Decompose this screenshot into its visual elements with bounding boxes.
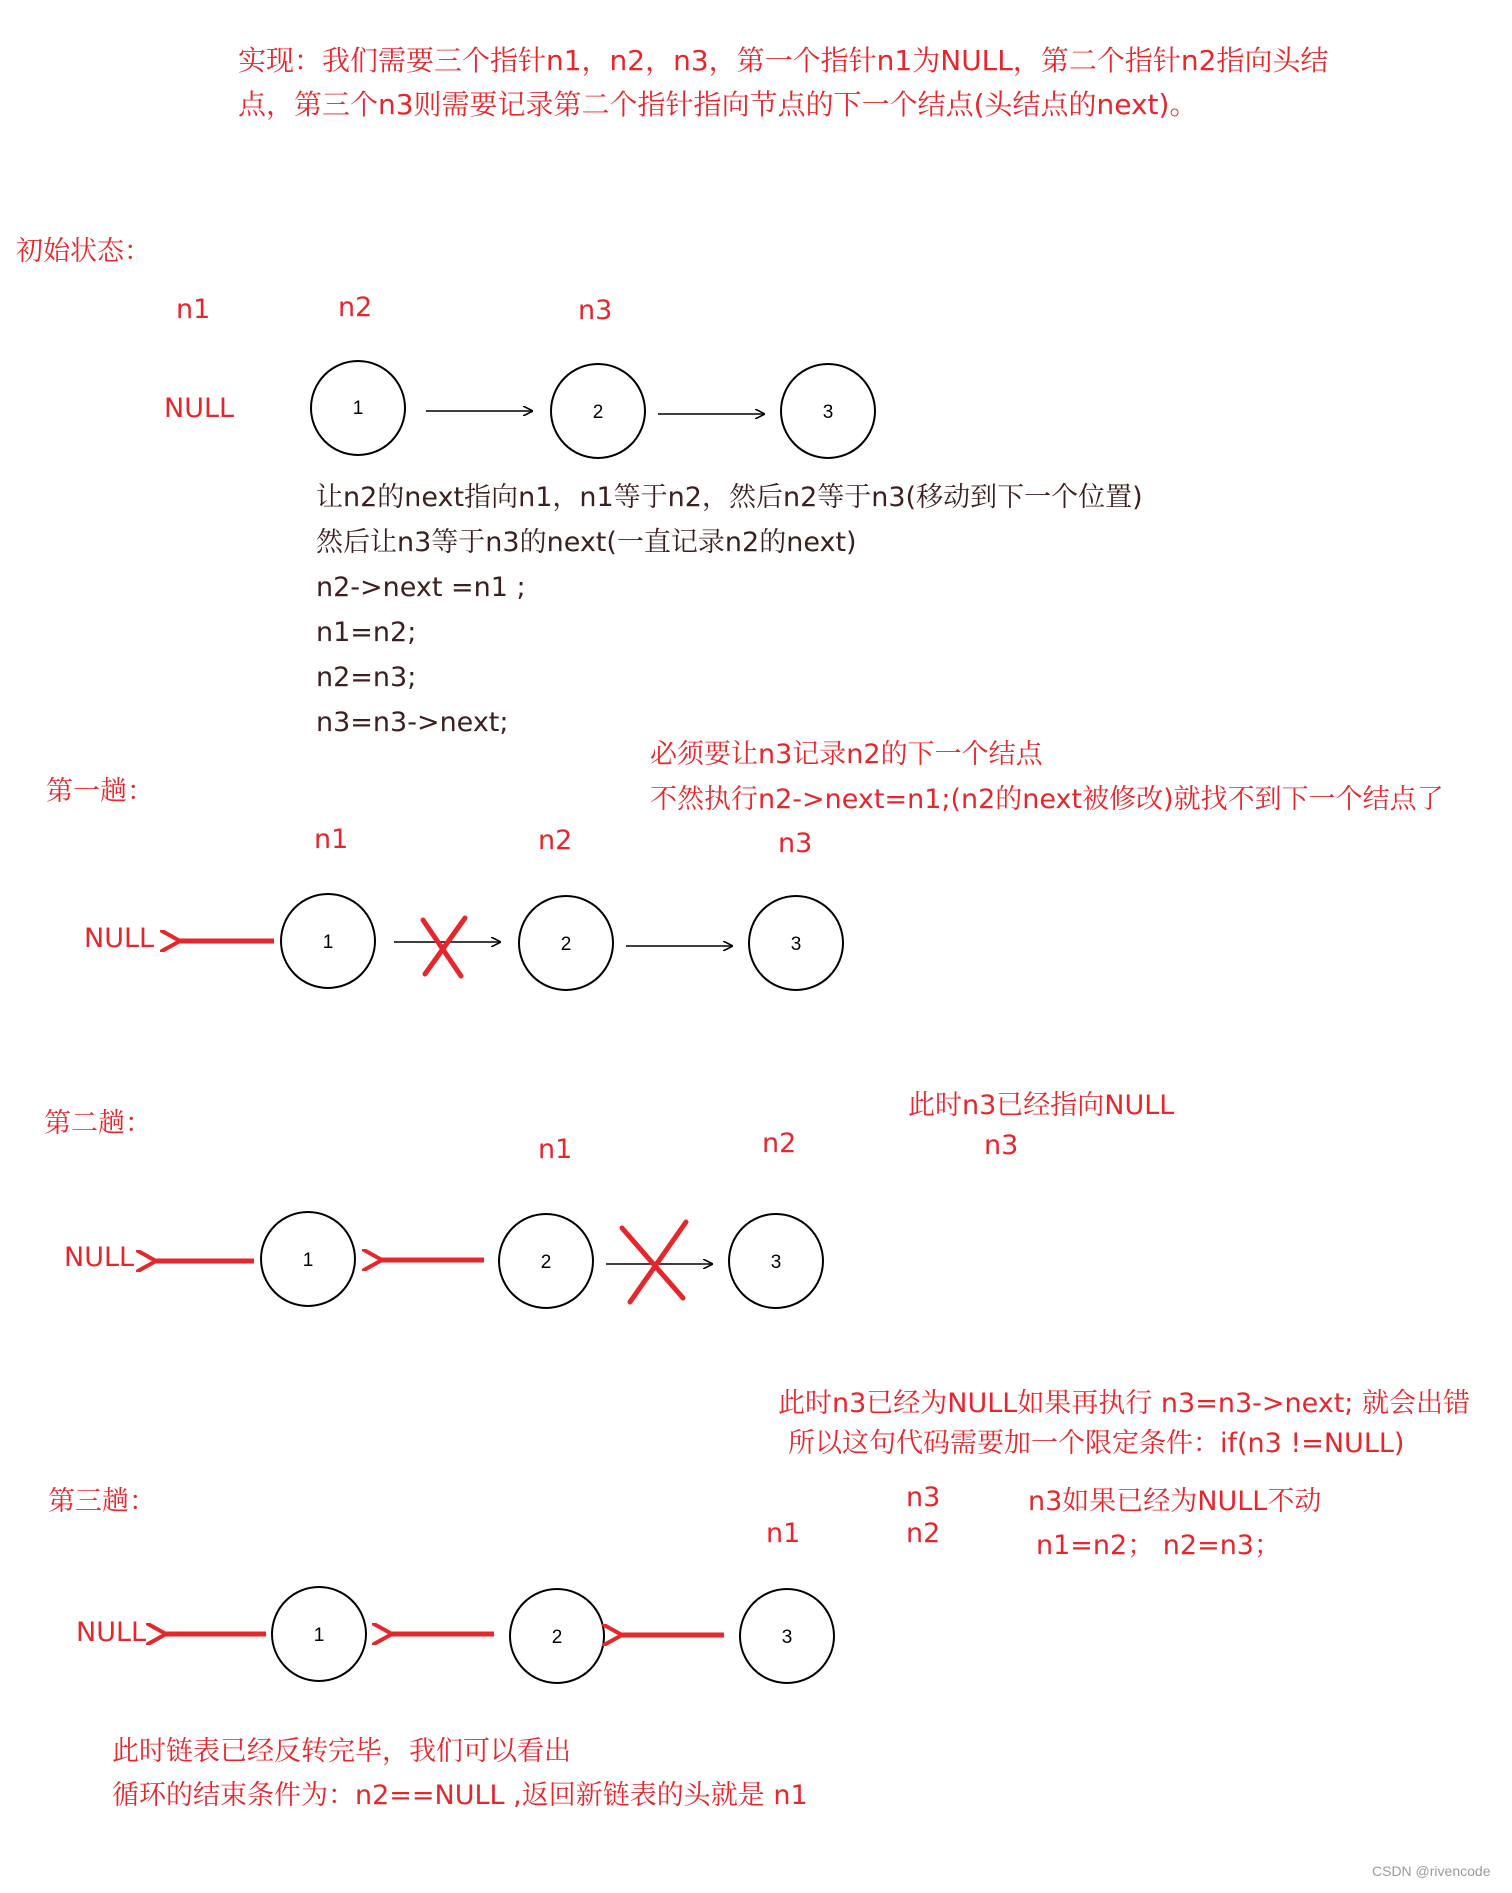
initial-label-n2: n2: [338, 292, 373, 323]
step3-note-4: n1=n2； n2=n3；: [1036, 1530, 1281, 1561]
step2-label-n1: n1: [538, 1134, 573, 1165]
step2-label-n3: n3: [984, 1130, 1019, 1161]
step1-label-n1: n1: [314, 824, 349, 855]
step2-label-n2: n2: [762, 1128, 797, 1159]
step2-node-3-value: 3: [770, 1252, 782, 1273]
initial-label-n3: n3: [578, 295, 613, 326]
explanation-line-2: 然后让n3等于n3的next(一直记录n2的next): [316, 527, 857, 558]
step2-note: 此时n3已经指向NULL: [908, 1090, 1175, 1121]
step2-cross-mark: [622, 1222, 686, 1302]
step3-header: 第三趟：: [48, 1486, 156, 1517]
code-line-2: n1=n2;: [316, 617, 417, 648]
step1-node-3-value: 3: [790, 934, 802, 955]
step1-node-2-value: 2: [560, 934, 572, 955]
code-line-1: n2->next =n1 ;: [316, 572, 526, 603]
step3-note-2: 所以这句代码需要加一个限定条件：if(n3 !=NULL): [788, 1428, 1405, 1459]
initial-diagram: [311, 361, 875, 458]
step1-diagram: [180, 894, 843, 990]
step3-label-n2: n2: [906, 1518, 941, 1549]
intro-line-2: 点，第三个n3则需要记录第二个指针指向节点的下一个结点(头结点的next)。: [238, 88, 1198, 121]
step1-cross-mark: [423, 918, 465, 976]
step2-diagram: [156, 1212, 823, 1308]
step3-node-1-value: 1: [313, 1625, 325, 1646]
step1-node-1-value: 1: [322, 932, 334, 953]
initial-null-label: NULL: [164, 393, 235, 424]
code-line-4: n3=n3->next;: [316, 707, 509, 738]
step1-note-1: 必须要让n3记录n2的下一个结点: [650, 739, 1043, 770]
step1-note-2: 不然执行n2->next=n1;(n2的next被修改)就找不到下一个结点了: [650, 784, 1444, 815]
step1-null-label: NULL: [84, 923, 155, 954]
step1-label-n2: n2: [538, 825, 573, 856]
step3-diagram: [166, 1587, 834, 1683]
code-line-3: n2=n3;: [316, 662, 417, 693]
step1-label-n3: n3: [778, 828, 813, 859]
step3-note-3: n3如果已经为NULL不动: [1028, 1486, 1322, 1517]
watermark: CSDN @rivencode: [1372, 1863, 1491, 1879]
step1-header: 第一趟：: [46, 776, 154, 807]
conclusion-line-2: 循环的结束条件为：n2==NULL ,返回新链表的头就是 n1: [112, 1780, 808, 1811]
step2-node-1-value: 1: [302, 1250, 314, 1271]
step3-null-label: NULL: [76, 1617, 147, 1648]
initial-node-2-value: 2: [592, 402, 604, 423]
initial-node-3-value: 3: [822, 402, 834, 423]
step3-note-1: 此时n3已经为NULL如果再执行 n3=n3->next; 就会出错: [778, 1388, 1470, 1419]
explanation-line-1: 让n2的next指向n1，n1等于n2，然后n2等于n3(移动到下一个位置): [316, 482, 1143, 513]
conclusion-line-1: 此时链表已经反转完毕，我们可以看出: [112, 1736, 571, 1767]
step3-node-3-value: 3: [781, 1627, 793, 1648]
step2-node-2-value: 2: [540, 1252, 552, 1273]
initial-label-n1: n1: [176, 294, 211, 325]
step2-header: 第二趟：: [44, 1108, 152, 1139]
step3-label-n1: n1: [766, 1518, 801, 1549]
step2-null-label: NULL: [64, 1242, 135, 1273]
initial-node-1-value: 1: [352, 398, 364, 419]
step3-node-2-value: 2: [551, 1627, 563, 1648]
initial-header: 初始状态：: [16, 236, 151, 267]
step3-label-n3: n3: [906, 1482, 941, 1513]
intro-line-1: 实现：我们需要三个指针n1，n2，n3，第一个指针n1为NULL，第二个指针n2指向头结: [238, 44, 1329, 77]
